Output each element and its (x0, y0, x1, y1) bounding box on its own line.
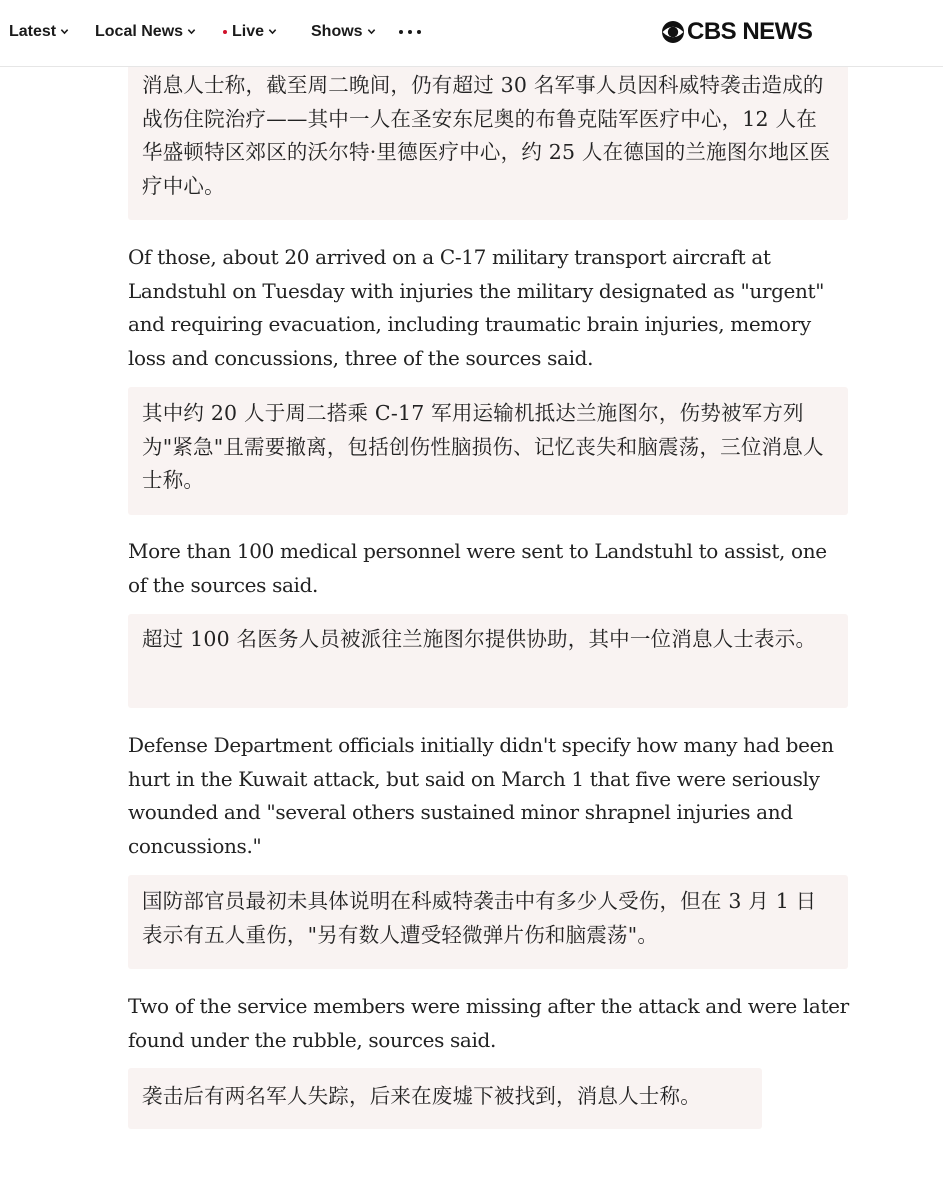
article-paragraph: Two of the service members were missing after the attack and were later found under the rubble, sources said. (128, 994, 849, 1052)
nav-label: Local News (95, 23, 184, 40)
top-nav (0, 0, 943, 67)
article-paragraph: Defense Department officials initially didn't specify how many had been hurt in the Kuwait attack, but said on March 1 that five were seriously wounded and "several others sustained minor shrapnel injuries and concussions." (128, 733, 834, 859)
cbs-news-logo[interactable] (661, 18, 812, 46)
cbs-eye-icon (661, 20, 685, 44)
translation-text: 其中约 20 人于周二搭乘 C-17 军用运输机抵达兰施图尔，伤势被军方列为"紧急"且需要撤离，包括创伤性脑损伤、记忆丧失和脑震荡，三位消息人士称。 (142, 401, 824, 493)
brand-name: CBS NEWS (687, 18, 813, 45)
chevron-down-icon (268, 27, 277, 36)
nav-latest[interactable] (9, 22, 69, 42)
translation-block (128, 614, 848, 708)
chevron-down-icon (187, 27, 196, 36)
live-indicator-icon (223, 30, 227, 34)
translation-block (128, 875, 848, 969)
chevron-down-icon (367, 27, 376, 36)
translation-block (128, 52, 848, 220)
translation-text: 消息人士称，截至周二晚间，仍有超过 30 名军事人员因科威特袭击造成的战伤住院治疗——其中一人在圣安东尼奥的布鲁克陆军医疗中心，12 人在华盛顿特区郊区的沃尔特·里德医疗中心，约 25 人在德国的兰施图尔地区医疗中心。 (142, 73, 831, 199)
more-menu-icon[interactable] (399, 24, 421, 40)
chevron-down-icon (60, 27, 69, 36)
nav-local-news[interactable] (95, 22, 196, 42)
translation-text: 国防部官员最初未具体说明在科威特袭击中有多少人受伤，但在 3 月 1 日表示有五人重伤，"另有数人遭受轻微弹片伤和脑震荡"。 (142, 889, 817, 947)
nav-live[interactable] (223, 22, 277, 42)
translation-text: 袭击后有两名军人失踪，后来在废墟下被找到，消息人士称。 (142, 1084, 701, 1108)
translation-block (128, 387, 848, 515)
article-paragraph: More than 100 medical personnel were sent to Landstuhl to assist, one of the sources said. (128, 539, 827, 597)
nav-shows[interactable] (311, 22, 376, 42)
article-paragraph: Of those, about 20 arrived on a C-17 military transport aircraft at Landstuhl on Tuesday with injuries the military designated as "urgent" and requiring evacuation, including traumatic brain injuries, memory loss and concussions, three of the sources said. (128, 245, 825, 371)
nav-label: Latest (9, 23, 57, 40)
translation-text: 超过 100 名医务人员被派往兰施图尔提供协助，其中一位消息人士表示。 (142, 627, 817, 651)
nav-label: Shows (311, 23, 363, 40)
translation-block (128, 1068, 762, 1129)
nav-label: Live (232, 23, 265, 40)
